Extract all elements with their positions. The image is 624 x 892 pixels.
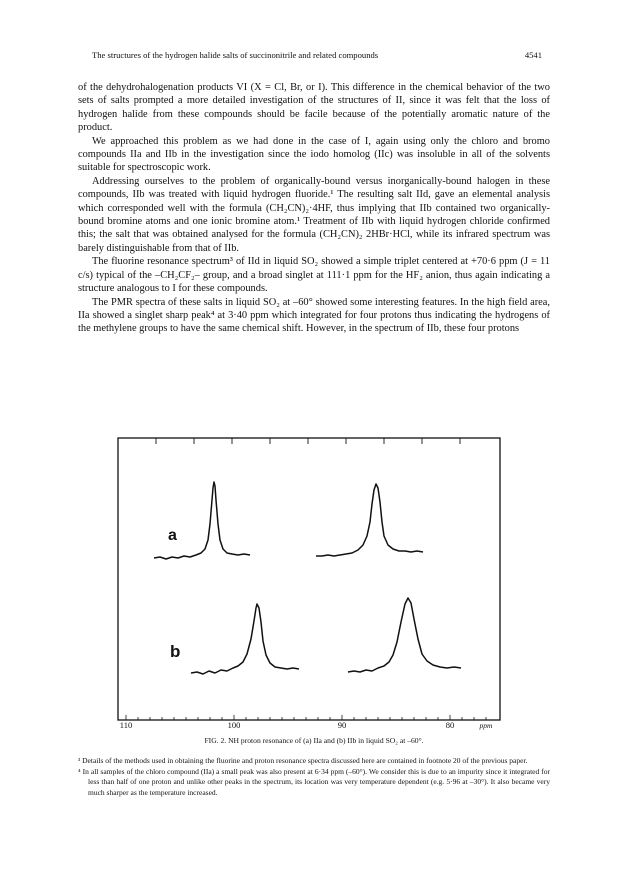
spectrum-a-left — [154, 482, 250, 559]
panel-label-b: b — [170, 642, 181, 661]
figure-caption: FIG. 2. NH proton resonance of (a) IIa and (b) IIb in liquid SO₂ at –60°. — [204, 736, 424, 745]
running-header — [92, 50, 542, 64]
footnote: ³ Details of the methods used in obtaining the fluorine and proton resonance spectra discussed here are contained in footnote 20 of the previous paper. — [78, 756, 528, 765]
plot-frame — [118, 438, 500, 720]
paragraph: The fluorine resonance spectrum³ of IId in liquid SO₂ showed a simple triplet centered at +70·6 ppm (J = 11 c/s) typical of the –CH₂CF₂– group, and a broad singlet at 111·1 ppm for the HF₂ anion, thus again indicating a structure analogous to I for these compounds. — [78, 256, 550, 295]
bottom-ticks — [126, 715, 486, 720]
panel-label-a: a — [168, 527, 177, 544]
nmr-figure — [116, 436, 502, 730]
body-text — [78, 81, 550, 336]
paragraph: of the dehydrohalogenation products VI (X = Cl, Br, or I). This difference in the chemical behavior of the two sets of salts prompted a more detailed investigation of the structures of II, since it was felt that the loss of hydrogen halide from these compounds should be facile because of the potentially aromatic nature of the product. — [78, 82, 550, 134]
top-ticks — [156, 438, 460, 444]
tick-label-100: 100 — [227, 720, 241, 730]
footnotes — [78, 756, 550, 799]
spectrum-b-left — [191, 604, 299, 674]
paragraph: Addressing ourselves to the problem of organically-bound versus inorganically-bound halogen in these compounds, IIb was treated with liquid hydrogen fluoride.¹ The resulting salt IId, gave an elemental analysis which corresponded well with the formula (CH₂CN)₂·4HF, thus implying that IIb contained two organically-bound bromine atoms and one ionic bromine atom.¹ Treatment of IIb with liquid hydrogen chloride confirmed this; the salt that was obtained analysed for the formula (CH₂CN)₂ 2HBr·HCl, while its infrared spectrum was barely distinguishable from that of IIb. — [78, 175, 550, 254]
paragraph: The PMR spectra of these salts in liquid SO₂ at –60° showed some interesting features. In the high field area, IIa showed a singlet sharp peak⁴ at 3·40 ppm which integrated for four protons thus indicating the hydrogens of the methylene groups to have the same chemical shift. However, in the spectrum of IIb, these four protons — [78, 296, 550, 335]
tick-label-90: 90 — [337, 720, 347, 730]
spectrum-traces — [154, 482, 461, 674]
spectrum-b-right — [348, 598, 461, 672]
spectrum-a-right — [316, 484, 423, 556]
tick-label-80: 80 — [445, 720, 455, 730]
footnote: ⁴ In all samples of the chloro compound (IIa) a small peak was also present at 6·34 ppm (–60°). We consider this is due to an impurity since it integrated for less than half of one proton and unlike other peaks in the spectrum, its location was very temperature dependent (e.g. 5·96 at –30°). It also became very much sharper as the temperature increased. — [78, 767, 550, 797]
running-title: The structures of the hydrogen halide salts of succinonitrile and related compounds — [92, 50, 379, 60]
page-number: 4541 — [524, 50, 542, 60]
tick-label-110: 110 — [119, 720, 133, 730]
nmr-spectra-plot — [116, 436, 502, 730]
unit-label: ppm — [479, 721, 493, 730]
paragraph: We approached this problem as we had done in the case of I, again using only the chloro and bromo compounds IIa and IIb in the investigation since the iodo homolog (IIc) was insoluble in all of the solvents suitable for spectroscopic work. — [78, 135, 550, 174]
